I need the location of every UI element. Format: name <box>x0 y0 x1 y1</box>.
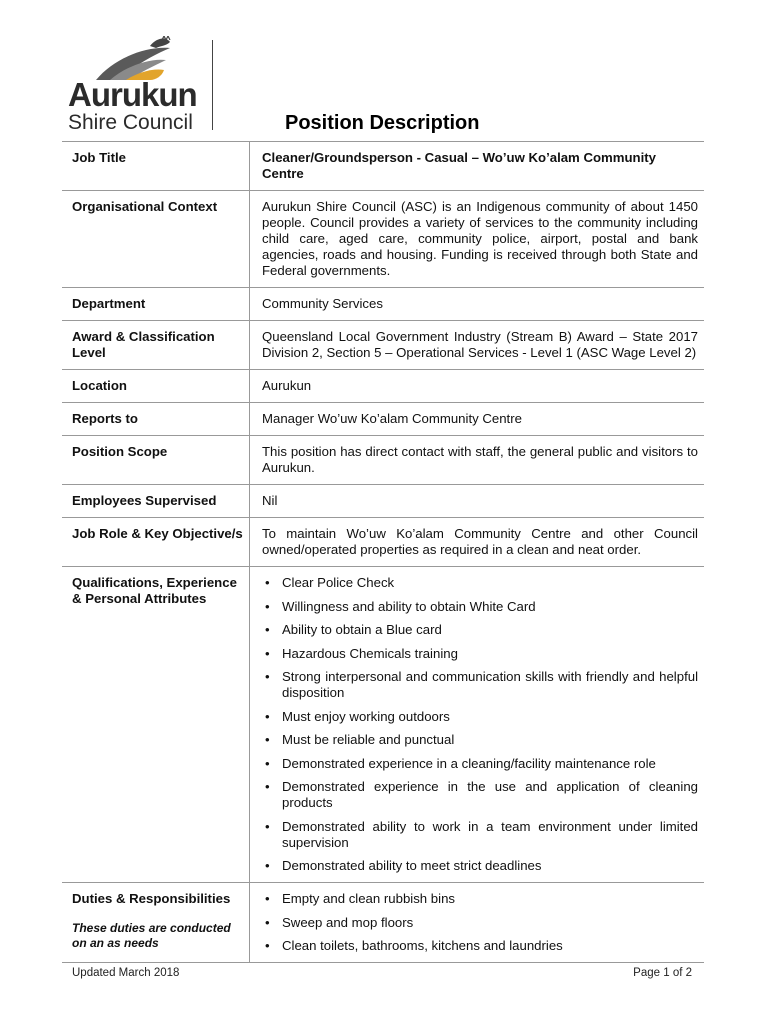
list-item: • Must enjoy working outdoors <box>262 709 698 725</box>
row-label: Award & Classification Level <box>62 321 250 370</box>
table-row-duties <box>62 883 704 963</box>
table-row-employees-supervised <box>62 485 704 518</box>
list-item: • Demonstrated ability to meet strict deadlines <box>262 858 698 874</box>
logo-wordmark-aurukun: Aurukun <box>68 76 197 113</box>
row-label: Reports to <box>62 403 250 436</box>
position-description-table <box>62 141 704 963</box>
list-item: • Demonstrated experience in the use and application of cleaning products <box>262 779 698 811</box>
list-item: • Clean toilets, bathrooms, kitchens and laundries <box>262 938 698 954</box>
row-value <box>250 567 705 883</box>
list-item: • Strong interpersonal and communication skills with friendly and helpful disposition <box>262 669 698 701</box>
row-label: Job Role & Key Objective/s <box>62 518 250 567</box>
duties-list <box>262 891 698 954</box>
footer-page-number: Page 1 of 2 <box>633 967 692 979</box>
row-value: To maintain Wo’uw Ko’alam Community Centre and other Council owned/operated properties as required in a clean and neat order. <box>250 518 705 567</box>
qualifications-list <box>262 575 698 874</box>
row-label: Job Title <box>62 142 250 191</box>
logo-divider <box>212 40 213 130</box>
row-label: Location <box>62 370 250 403</box>
row-label: Qualifications, Experience & Personal Attributes <box>62 567 250 883</box>
row-label: Organisational Context <box>62 191 250 288</box>
list-item: • Ability to obtain a Blue card <box>262 622 698 638</box>
table-row-job-title <box>62 142 704 191</box>
list-item: • Must be reliable and punctual <box>262 732 698 748</box>
row-label: Employees Supervised <box>62 485 250 518</box>
row-value: Nil <box>250 485 705 518</box>
row-value <box>250 883 705 963</box>
row-value: Aurukun <box>250 370 705 403</box>
row-label-cell <box>62 883 250 963</box>
table-row-organisational-context <box>62 191 704 288</box>
list-item: • Clear Police Check <box>262 575 698 591</box>
duties-note: These duties are conducted on an as needs <box>72 921 231 950</box>
page-title: Position Description <box>285 112 480 134</box>
list-item: • Demonstrated ability to work in a team environment under limited supervision <box>262 819 698 851</box>
row-value: Cleaner/Groundsperson - Casual – Wo’uw Ko’alam Community Centre <box>250 142 705 191</box>
row-value: Community Services <box>250 288 705 321</box>
row-value: Queensland Local Government Industry (Stream B) Award – State 2017 Division 2, Section 5 – Operational Services - Level 1 (ASC Wage Level 2) <box>250 321 705 370</box>
list-item: • Hazardous Chemicals training <box>262 646 698 662</box>
row-value: Manager Wo’uw Ko’alam Community Centre <box>250 403 705 436</box>
list-item: • Demonstrated experience in a cleaning/facility maintenance role <box>262 756 698 772</box>
table-row-position-scope <box>62 436 704 485</box>
list-item: • Sweep and mop floors <box>262 915 698 931</box>
table-row-job-role <box>62 518 704 567</box>
footer-updated-date: Updated March 2018 <box>72 967 180 979</box>
row-label: Position Scope <box>62 436 250 485</box>
table-row-reports-to <box>62 403 704 436</box>
row-label: Department <box>62 288 250 321</box>
table-row-location <box>62 370 704 403</box>
row-value: This position has direct contact with staff, the general public and visitors to Aurukun. <box>250 436 705 485</box>
row-label: Duties & Responsibilities <box>72 891 231 906</box>
table-row-award <box>62 321 704 370</box>
list-item: • Willingness and ability to obtain White Card <box>262 599 698 615</box>
row-value: Aurukun Shire Council (ASC) is an Indigenous community of about 1450 people. Council provides a variety of services to the community including child care, aged care, community police, airport, postal and bank agencies, roads and housing. Funding is received through both State and Federal governments. <box>250 191 705 288</box>
logo-wordmark-shire-council: Shire Council <box>68 111 193 134</box>
table-row-qualifications <box>62 567 704 883</box>
table-row-department <box>62 288 704 321</box>
list-item: • Empty and clean rubbish bins <box>262 891 698 907</box>
